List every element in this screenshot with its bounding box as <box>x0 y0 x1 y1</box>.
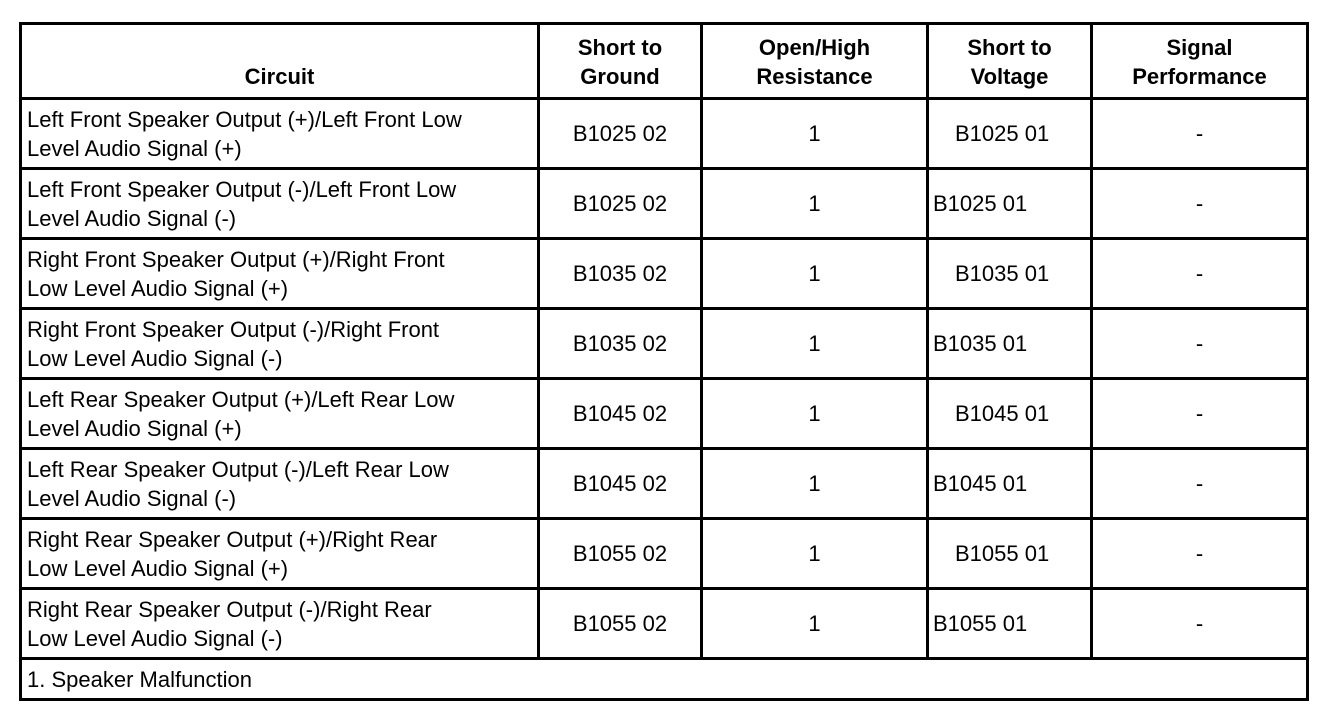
short-to-voltage-cell: B1035 01 <box>928 239 1092 309</box>
open-high-resistance-cell: 1 <box>702 379 928 449</box>
signal-performance-cell: - <box>1092 99 1308 169</box>
short-to-voltage-cell: B1045 01 <box>928 449 1092 519</box>
table-row <box>21 309 1308 379</box>
circuit-cell: Left Front Speaker Output (+)/Left Front Low Level Audio Signal (+) <box>21 99 539 169</box>
circuit-cell: Right Rear Speaker Output (-)/Right Rear Low Level Audio Signal (-) <box>21 589 539 659</box>
short-to-ground-cell: B1025 02 <box>539 169 702 239</box>
short-to-ground-cell: B1035 02 <box>539 239 702 309</box>
signal-performance-cell: - <box>1092 519 1308 589</box>
short-to-voltage-cell: B1055 01 <box>928 589 1092 659</box>
header-open-high-resistance: Open/High Resistance <box>702 24 928 99</box>
signal-performance-cell: - <box>1092 449 1308 519</box>
circuit-cell: Left Rear Speaker Output (+)/Left Rear Low Level Audio Signal (+) <box>21 379 539 449</box>
header-short-to-voltage: Short to Voltage <box>928 24 1092 99</box>
open-high-resistance-cell: 1 <box>702 449 928 519</box>
signal-performance-cell: - <box>1092 239 1308 309</box>
signal-performance-cell: - <box>1092 589 1308 659</box>
dtc-table <box>19 22 1309 701</box>
signal-performance-cell: - <box>1092 379 1308 449</box>
table-row <box>21 379 1308 449</box>
open-high-resistance-cell: 1 <box>702 239 928 309</box>
open-high-resistance-cell: 1 <box>702 169 928 239</box>
table-row <box>21 239 1308 309</box>
open-high-resistance-cell: 1 <box>702 519 928 589</box>
short-to-voltage-cell: B1025 01 <box>928 99 1092 169</box>
open-high-resistance-cell: 1 <box>702 99 928 169</box>
circuit-cell: Right Front Speaker Output (-)/Right Front Low Level Audio Signal (-) <box>21 309 539 379</box>
circuit-cell: Right Rear Speaker Output (+)/Right Rear Low Level Audio Signal (+) <box>21 519 539 589</box>
signal-performance-cell: - <box>1092 169 1308 239</box>
short-to-ground-cell: B1045 02 <box>539 449 702 519</box>
circuit-cell: Right Front Speaker Output (+)/Right Front Low Level Audio Signal (+) <box>21 239 539 309</box>
table-row <box>21 589 1308 659</box>
open-high-resistance-cell: 1 <box>702 309 928 379</box>
table-row <box>21 449 1308 519</box>
header-circuit: Circuit <box>21 24 539 99</box>
short-to-voltage-cell: B1035 01 <box>928 309 1092 379</box>
table-row <box>21 99 1308 169</box>
circuit-cell: Left Front Speaker Output (-)/Left Front Low Level Audio Signal (-) <box>21 169 539 239</box>
short-to-voltage-cell: B1025 01 <box>928 169 1092 239</box>
header-short-to-ground: Short to Ground <box>539 24 702 99</box>
circuit-cell: Left Rear Speaker Output (-)/Left Rear Low Level Audio Signal (-) <box>21 449 539 519</box>
short-to-ground-cell: B1035 02 <box>539 309 702 379</box>
short-to-voltage-cell: B1055 01 <box>928 519 1092 589</box>
short-to-ground-cell: B1055 02 <box>539 519 702 589</box>
footnote-row <box>21 659 1308 700</box>
signal-performance-cell: - <box>1092 309 1308 379</box>
table-row <box>21 519 1308 589</box>
short-to-ground-cell: B1055 02 <box>539 589 702 659</box>
short-to-voltage-cell: B1045 01 <box>928 379 1092 449</box>
footnote: 1. Speaker Malfunction <box>21 659 1308 700</box>
table-row <box>21 169 1308 239</box>
open-high-resistance-cell: 1 <box>702 589 928 659</box>
short-to-ground-cell: B1025 02 <box>539 99 702 169</box>
header-signal-performance: Signal Performance <box>1092 24 1308 99</box>
header-row <box>21 24 1308 99</box>
short-to-ground-cell: B1045 02 <box>539 379 702 449</box>
